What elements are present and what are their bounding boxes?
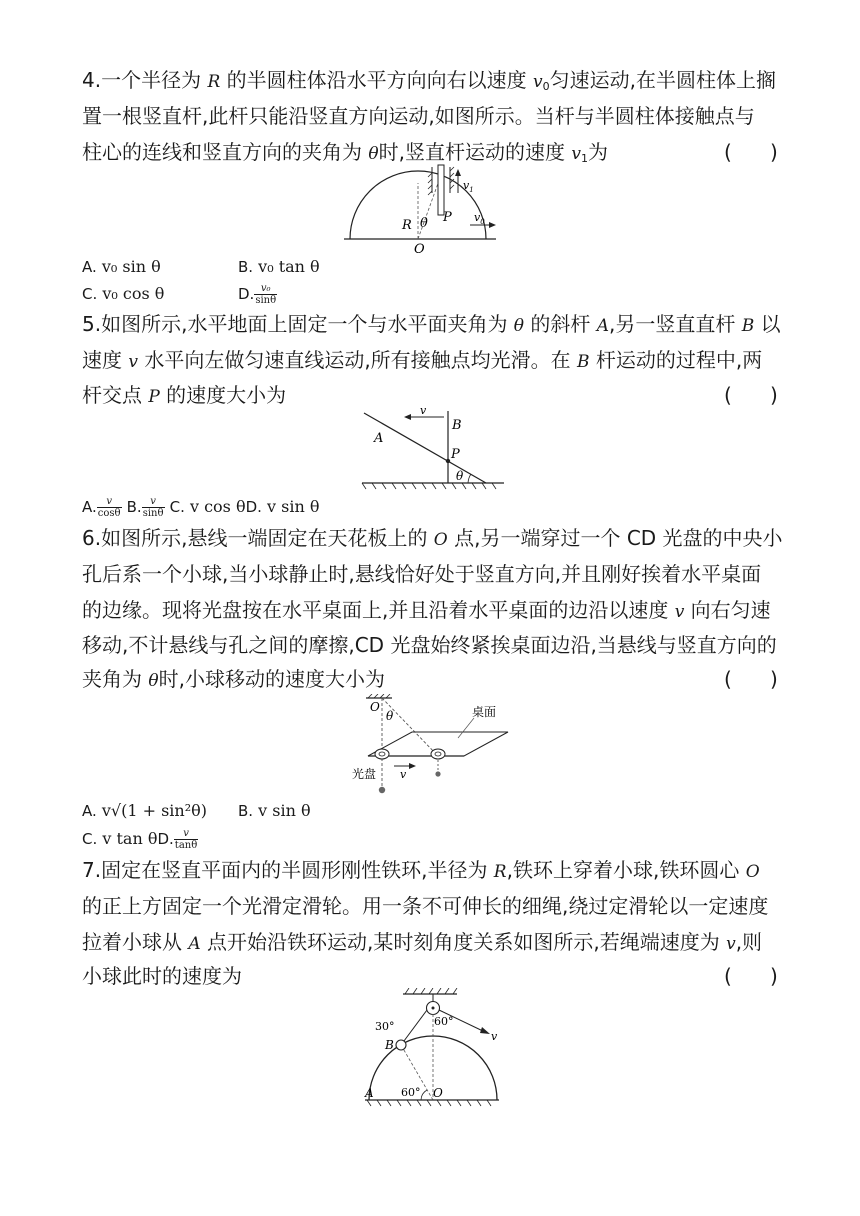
q7-figure — [357, 988, 507, 1108]
q4-option-d[interactable]: D. $\frac{\text{v₀}}{\sin\theta}$ — [238, 283, 277, 306]
q5-fig-label-B: B — [452, 418, 462, 433]
q6-line-5: 夹角为 θ时,小球移动的速度大小为 — [82, 667, 385, 691]
q5-options — [82, 496, 320, 519]
q4-fig-label-R: R — [402, 218, 412, 233]
q5-option-c[interactable]: C. v cos θ — [169, 497, 246, 516]
q6-option-c[interactable]: C. v tan θ — [82, 829, 158, 848]
q5-option-d[interactable]: D. v sin θ — [245, 497, 320, 516]
q6-option-a[interactable]: A. v√(1 + sin²θ) — [82, 801, 208, 820]
q7-answer-bracket: ( ) — [724, 964, 778, 988]
q4-fig-label-theta: θ — [420, 216, 428, 231]
q7-fig-label-60a: 60° — [434, 1015, 454, 1028]
svg-text:v0: $v_0$ — [474, 211, 485, 226]
q4-fig-label-v0: v — [474, 211, 481, 224]
q5-line-3: 杆交点 P 的速度大小为 — [82, 383, 287, 407]
q6-fig-label-v: v — [400, 768, 407, 781]
q7-fig-label-B: B — [385, 1038, 394, 1052]
q7-fig-label-A: A — [365, 1086, 374, 1100]
q7-line-3: 拉着小球从 A 点开始沿铁环运动,某时刻角度关系如图所示,若绳端速度为 v,则 — [82, 930, 763, 954]
q4-line-1: 4.一个半径为 R 的半圆柱体沿水平方向向右以速度 $v_0$匀速运动,在半圆柱体上搁 — [82, 68, 776, 93]
q7-fig-label-60b: 60° — [401, 1086, 421, 1099]
q5-fig-label-A: A — [374, 431, 384, 446]
q7-fig-label-v: v — [491, 1030, 498, 1043]
q4-option-a[interactable]: A. v₀ sin θ — [82, 257, 161, 276]
q5-line-1: 5.如图所示,水平地面上固定一个与水平面夹角为 θ 的斜杆 A,另一竖直直杆 B 以 — [82, 312, 781, 336]
q4-fig-label-O: O — [414, 242, 425, 255]
q6-line-3: 的边缘。现将光盘按在水平桌面上,并且沿着水平桌面的边沿以速度 v 向右匀速 — [82, 598, 771, 622]
q6-fig-label-theta: θ — [386, 709, 394, 723]
q4-fig-label-P: P — [443, 210, 452, 225]
q6-fig-label-disc: 光盘 — [352, 767, 377, 781]
q6-figure — [352, 694, 522, 800]
q6-fig-label-O: O — [370, 700, 380, 714]
q7-fig-label-O: O — [433, 1086, 443, 1100]
q6-option-d[interactable]: D. $\frac{v}{\tan\theta}$ — [157, 828, 198, 851]
q4-line-2: 置一根竖直杆,此杆只能沿竖直方向运动,如图所示。当杆与半圆柱体接触点与 — [82, 104, 755, 128]
q6-fig-label-desk: 桌面 — [472, 705, 497, 719]
q7-fig-label-30: 30° — [375, 1020, 395, 1033]
q6-line-4: 移动,不计悬线与孔之间的摩擦,CD 光盘始终紧挨桌面边沿,当悬线与竖直方向的 — [82, 633, 777, 657]
q6-line-2: 孔后系一个小球,当小球静止时,悬线恰好处于竖直方向,并且刚好挨着水平桌面 — [82, 562, 762, 586]
q5-line-2: 速度 v 水平向左做匀速直线运动,所有接触点均光滑。在 B 杆运动的过程中,两 — [82, 348, 763, 372]
q5-fig-label-v: v — [420, 407, 427, 417]
q4-figure — [340, 163, 500, 255]
q4-option-b[interactable]: B. v₀ tan θ — [238, 257, 320, 276]
q4-line-3: 柱心的连线和竖直方向的夹角为 θ时,竖直杆运动的速度 $v_1$为 — [82, 140, 608, 165]
q5-fig-label-P: P — [451, 447, 460, 462]
q7-line-4: 小球此时的速度为 — [82, 964, 242, 988]
q5-fig-label-theta: θ — [456, 469, 464, 483]
q7-line-1: 7.固定在竖直平面内的半圆形刚性铁环,半径为 R,铁环上穿着小球,铁环圆心 O — [82, 858, 760, 882]
q4-option-c[interactable]: C. v₀ cos θ — [82, 284, 165, 303]
q6-options-cd — [82, 828, 198, 851]
q6-answer-bracket: ( ) — [724, 667, 778, 691]
q5-answer-bracket: ( ) — [724, 383, 778, 407]
q5-figure — [358, 407, 508, 491]
q4-fig-label-v1: v — [463, 179, 470, 192]
q5-option-a[interactable]: A. $\frac{v}{\cos\theta}$ — [82, 496, 121, 519]
q7-line-2: 的正上方固定一个光滑定滑轮。用一条不可伸长的细绳,绕过定滑轮以一定速度 — [82, 894, 769, 918]
svg-text:v1: $v_1$ — [463, 179, 474, 194]
q6-option-b[interactable]: B. v sin θ — [238, 801, 311, 820]
q4-answer-bracket: ( ) — [724, 140, 778, 164]
q5-option-b[interactable]: B. $\frac{v}{\sin\theta}$ — [126, 496, 164, 519]
q6-line-1: 6.如图所示,悬线一端固定在天花板上的 O 点,另一端穿过一个 CD 光盘的中央小 — [82, 526, 783, 550]
